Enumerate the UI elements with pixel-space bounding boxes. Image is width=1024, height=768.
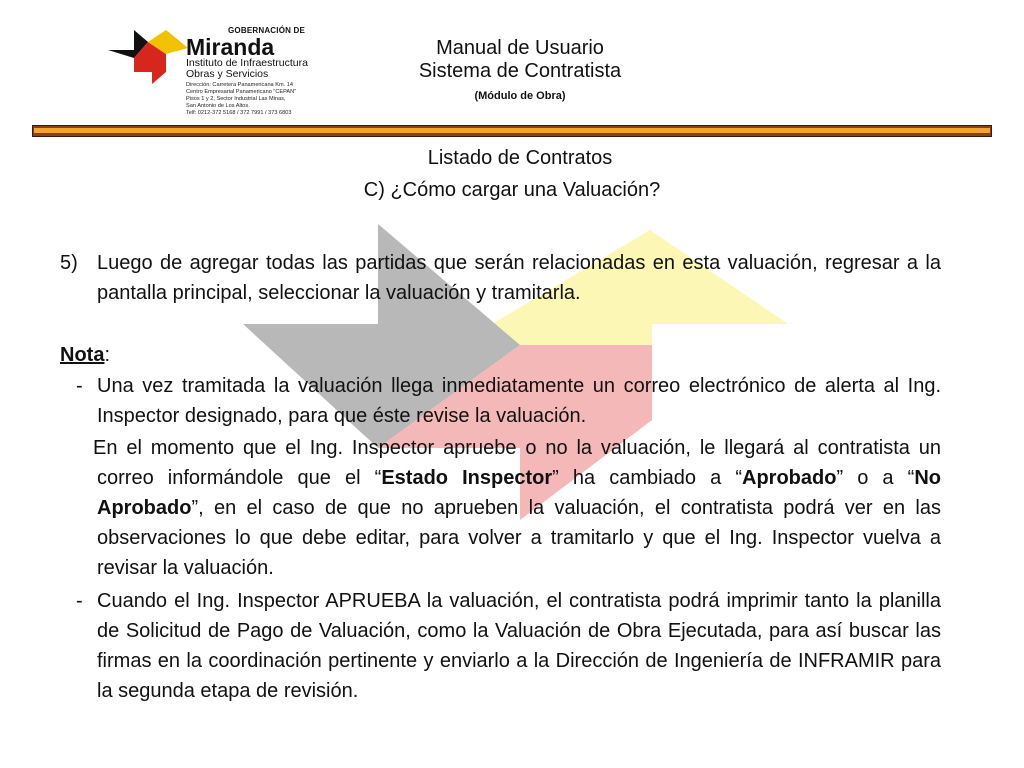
- manual-title: Manual de Usuario: [436, 37, 604, 59]
- note-bullet1-dash: -: [76, 375, 83, 397]
- logo-address-line: Pisos 1 y 2, Sector Industrial Las Minas,: [186, 96, 286, 102]
- note-heading: [60, 340, 110, 370]
- no-aprobado-term: No Aprobado: [97, 467, 941, 519]
- logo-institute-line1: Instituto de Infraestructura: [186, 57, 308, 69]
- module-label: (Módulo de Obra): [474, 90, 566, 102]
- system-title: Sistema de Contratista: [418, 60, 622, 82]
- step-text: Luego de agregar todas las partidas que serán relacionadas en esta valuación, regresar a la pantalla principal, seleccionar la valuación y tramitarla.: [97, 252, 941, 304]
- note-label: Nota: [60, 344, 105, 366]
- section-title: Listado de Contratos: [427, 147, 613, 169]
- note-bullet2-dash: -: [76, 590, 83, 612]
- step-number: 5): [60, 252, 78, 274]
- note-paragraph2: [93, 433, 941, 583]
- logo-address-line: Centro Empresarial Panamericano "CEPAN": [186, 89, 297, 95]
- aprobado-term: Aprobado: [742, 467, 837, 489]
- miranda-logo: [108, 26, 338, 122]
- note-colon: :: [104, 344, 111, 366]
- miranda-emblem-icon: [108, 28, 188, 88]
- logo-institute-line2: Obras y Servicios: [186, 68, 269, 80]
- estado-inspector-term: Estado Inspector: [381, 467, 553, 489]
- logo-text-block: [184, 26, 344, 117]
- logo-gobernacion: GOBERNACIÓN DE: [228, 26, 306, 35]
- note-para2-text: En el momento que el Ing. Inspector apruebe o no la valuación, le llegará al contratista un correo informándole que el “: [93, 437, 941, 489]
- logo-address: [186, 82, 344, 117]
- note-para2-text: ”, en el caso de que no aprueben la valuación, el contratista podrá ver en las observaciones lo que debe editar, para volver a tramitarlo y que el Ing. Inspector vuelva a revisar la valuación.: [97, 497, 941, 579]
- note-bullet1: Una vez tramitada la valuación llega inmediatamente un correo electrónico de alerta al Ing. Inspector designado, para que éste revise la valuación.: [97, 375, 941, 427]
- logo-miranda: Miranda: [186, 34, 275, 60]
- header-divider-stripe: [34, 128, 990, 133]
- note-para2-text: ” o a “: [836, 467, 915, 489]
- logo-address-line: Telf: 0212-372 5168 / 372 7991 / 373 6803: [186, 110, 292, 116]
- section-subtitle: C) ¿Cómo cargar una Valuación?: [363, 179, 661, 201]
- logo-address-line: Dirección: Carretera Panamericana Km. 14: [186, 82, 293, 88]
- note-bullet2: Cuando el Ing. Inspector APRUEBA la valuación, el contratista podrá imprimir tanto la planilla de Solicitud de Pago de Valuación, como la Valuación de Obra Ejecutada, para así buscar las firmas en la coordinación pertinente y enviarlo a la Dirección de Ingeniería de INFRAMIR para la segunda etapa de revisión.: [97, 590, 941, 702]
- logo-address-line: San Antonio de Los Altos.: [186, 103, 250, 109]
- note-para2-text: ” ha cambiado a “: [552, 467, 742, 489]
